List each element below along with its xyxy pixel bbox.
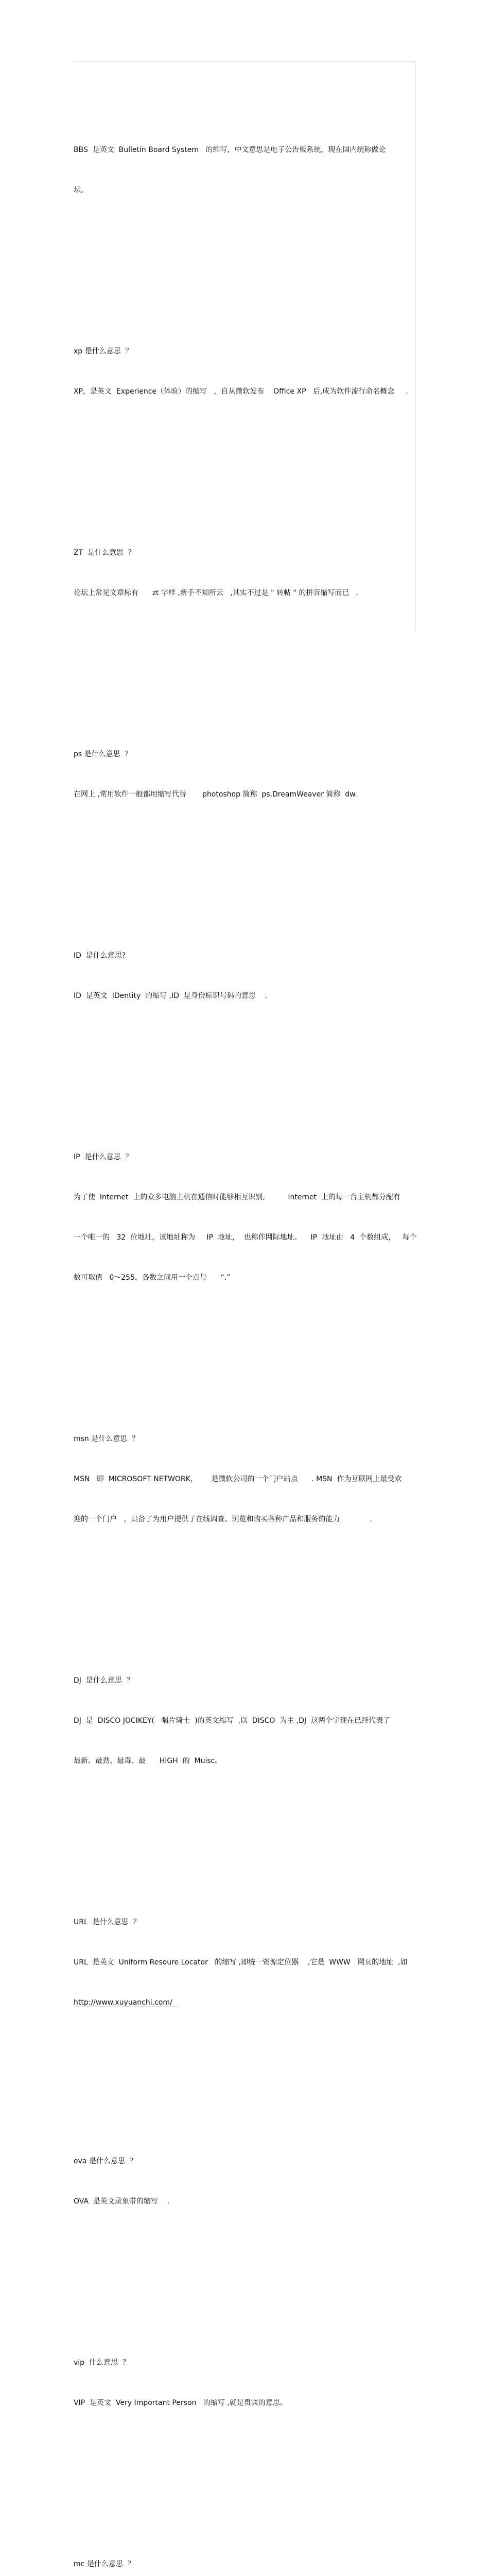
question-heading: URL 是什么意思 ？ xyxy=(74,1918,141,1926)
question-heading: xp 是什么意思 ？ xyxy=(74,347,133,355)
entry-ova xyxy=(74,2128,416,2235)
entry-ip xyxy=(74,1124,416,1311)
entry-bbs xyxy=(74,116,416,224)
entry-mc xyxy=(74,2531,416,2576)
paragraph-line: DJ 是 DISCO JOCIKEY( 唱片骑士 )的英文缩写 ,以 DISCO 为主 ,DJ 这两个字现在已经代表了 xyxy=(74,1717,391,1725)
paragraph-line: 一个唯一的 32 位地址，该地址称为 IP 地址， 也称作网际地址。 IP 地址由 4 个数组成， 每个 xyxy=(74,1233,417,1242)
paragraph-line: ID 是英文 IDentity 的缩写 ,ID 是身份标识号码的意思 . xyxy=(74,992,268,1000)
document-body xyxy=(74,63,416,2576)
entry-url xyxy=(74,1889,416,2036)
paragraph-line: 最新、最劲、最毒、最 HIGH 的 Muisc。 xyxy=(74,1757,222,1765)
question-heading: msn 是什么意思 ？ xyxy=(74,1435,139,1443)
paragraph-line: BBS 是英文 Bulletin Board System 的缩写，中文意思是电子公告板系统，现在国内统称做论 xyxy=(74,146,386,154)
entry-id xyxy=(74,922,416,1029)
question-heading: vip 什么意思 ？ xyxy=(74,2359,130,2367)
paragraph-line: VIP 是英文 Very Important Person 的缩写 ,就是贵宾的意思。 xyxy=(74,2399,287,2407)
paragraph-line: 坛。 xyxy=(74,186,88,194)
entry-vip xyxy=(74,2329,416,2436)
question-heading: mc 是什么意思 ？ xyxy=(74,2560,135,2568)
paragraph-line: XP，是英文 Experience（体验）的缩写 ，自从微软发布 Office XP 后,成为软件流行命名概念 . xyxy=(74,387,409,396)
question-heading: ID 是什么意思? xyxy=(74,952,126,960)
question-heading: ova 是什么意思 ？ xyxy=(74,2157,137,2165)
question-heading: IP 是什么意思 ？ xyxy=(74,1153,133,1161)
url-link[interactable]: http://www.xuyuanchi.com/ xyxy=(74,1998,179,2007)
paragraph-line: MSN 即 MICROSOFT NETWORK， 是微软公司的一个门户站点 . MSN 作为互联网上最受欢 xyxy=(74,1475,402,1483)
entry-dj xyxy=(74,1647,416,1794)
paragraph-line: 为了使 Internet 上的众多电脑主机在通信时能够相互识别, Internet 上的每一台主机都分配有 xyxy=(74,1193,400,1201)
paragraph-line: 数可取值 0～255，各数之间用一个点号 “.” xyxy=(74,1274,231,1282)
entry-ps xyxy=(74,721,416,828)
paragraph-line: OVA 是英文录象带的缩写 . xyxy=(74,2197,170,2206)
link-line xyxy=(74,1996,416,2009)
entry-xp xyxy=(74,318,416,425)
paragraph-line: 论坛上常见文章标有 zt 字样 ,新手不知所云 ,其实不过是 " 转帖 " 的拼音缩写而已 . xyxy=(74,589,359,597)
entry-msn xyxy=(74,1405,416,1553)
paragraph-line: URL 是英文 Uniform Resoure Locator 的缩写 ,即统一资源定位器 ,它是 WWW 网页的地址 ,如 xyxy=(74,1958,408,1967)
question-heading: ps 是什么意思 ？ xyxy=(74,750,132,758)
question-heading: ZT 是什么意思 ？ xyxy=(74,549,135,557)
paragraph-line: 迎的一个门户 ，具备了为用户提供了在线调查、浏览和购买各种产品和服务的能力 . xyxy=(74,1515,372,1523)
question-heading: DJ 是什么意思 ？ xyxy=(74,1676,134,1685)
entry-zt xyxy=(74,519,416,626)
paragraph-line: 在网上 ,常用软件一般都用缩写代替 photoshop 简称 ps,DreamWeaver 简称 dw. xyxy=(74,790,357,799)
